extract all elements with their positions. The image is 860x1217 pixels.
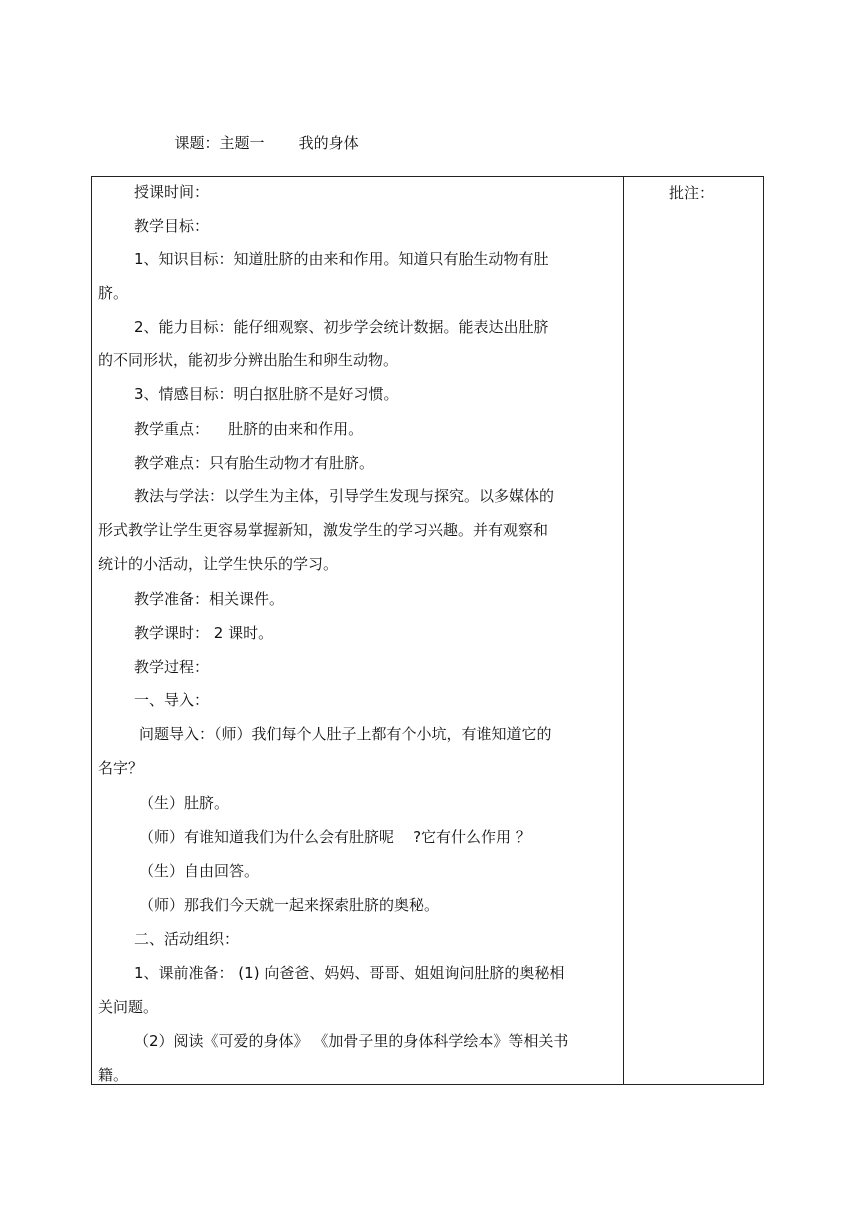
text-line: 教学难点：只有胎生动物才有肚脐。 bbox=[134, 454, 375, 472]
text-line: （师）有谁知道我们为什么会有肚脐呢 ?它有什么作用 ？ bbox=[139, 828, 531, 846]
text-line: 统计的小活动，让学生快乐的学习。 bbox=[98, 555, 339, 573]
text-line: 名字？ bbox=[98, 759, 144, 777]
text-line: 1、知识目标：知道肚脐的由来和作用。知道只有胎生动物有肚 bbox=[134, 250, 549, 268]
text-line: 问题导入：（师）我们每个人肚子上都有个小坑，有谁知道它的 bbox=[139, 725, 552, 743]
lesson-plan-table bbox=[91, 176, 764, 1085]
text-line: （生）肚脐。 bbox=[139, 794, 230, 812]
text-line: 授课时间： bbox=[134, 183, 210, 201]
text-line: 一、导入： bbox=[134, 691, 210, 709]
text-line: 教法与学法：以学生为主体，引导学生发现与探究。以多媒体的 bbox=[134, 487, 555, 505]
text-line: 2、能力目标：能仔细观察、初步学会统计数据。能表达出肚脐 bbox=[134, 318, 549, 336]
lesson-title-prefix: 课题：主题一 bbox=[174, 134, 265, 152]
text-line: （2）阅读《可爱的身体》 《加骨子里的身体科学绘本》等相关书 bbox=[134, 1032, 569, 1050]
text-line: 关问题。 bbox=[98, 998, 159, 1016]
text-line: 教学过程： bbox=[134, 658, 210, 676]
text-line: 二、活动组织： bbox=[134, 930, 240, 948]
text-line: 3、情感目标：明白抠肚脐不是好习惯。 bbox=[134, 385, 399, 403]
text-line: （师）那我们今天就一起来探索肚脐的奥秘。 bbox=[139, 896, 440, 914]
text-line: 的不同形状，能初步分辨出胎生和卵生动物。 bbox=[98, 351, 399, 369]
text-line: 教学目标： bbox=[134, 217, 210, 235]
lesson-title-main: 我的身体 bbox=[298, 134, 359, 152]
column-divider bbox=[623, 177, 624, 1084]
text-line: 教学重点： 肚脐的由来和作用。 bbox=[134, 420, 364, 438]
text-line: 1、课前准备： (1) 向爸爸、妈妈、哥哥、姐姐询问肚脐的奥秘相 bbox=[134, 964, 565, 982]
lesson-title bbox=[165, 114, 359, 153]
text-line: 教学准备：相关课件。 bbox=[134, 590, 285, 608]
text-line: 形式教学让学生更容易掌握新知，激发学生的学习兴趣。并有观察和 bbox=[98, 521, 549, 539]
text-line: 教学课时： 2 课时。 bbox=[134, 624, 274, 642]
text-line: 脐。 bbox=[98, 284, 129, 302]
text-line: （生）自由回答。 bbox=[139, 862, 260, 880]
notes-column-label: 批注： bbox=[669, 184, 715, 202]
text-line: 籍。 bbox=[98, 1066, 129, 1084]
